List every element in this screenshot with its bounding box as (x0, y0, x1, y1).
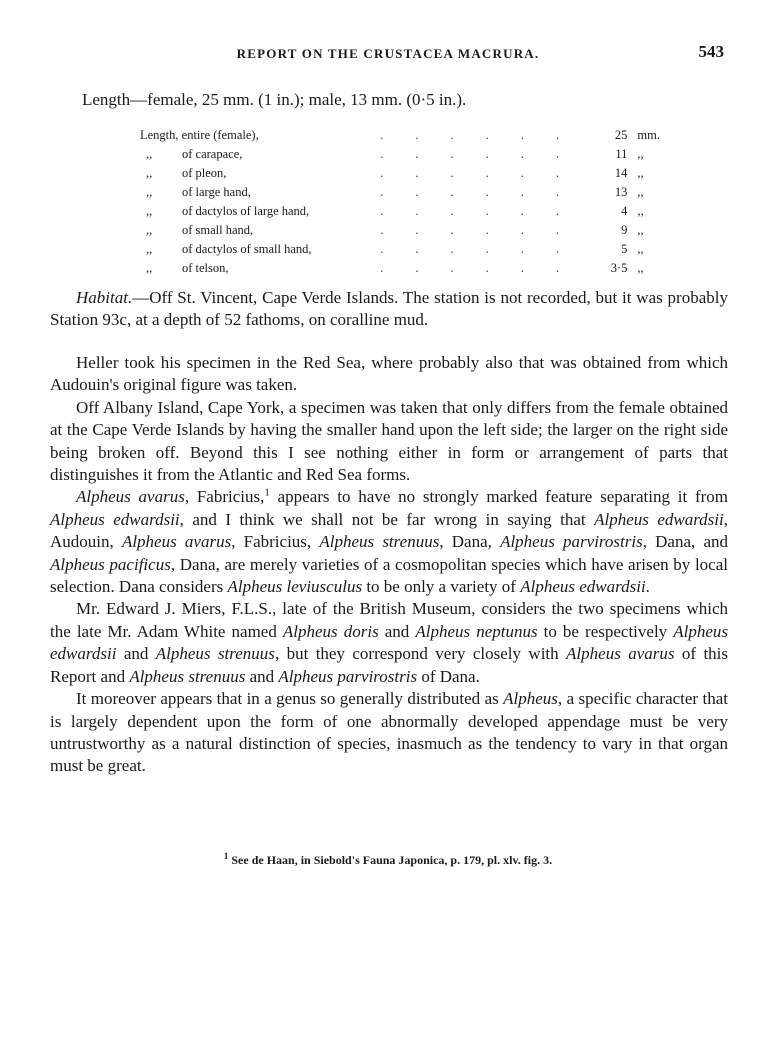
ditto-mark: ,, (146, 204, 153, 218)
ditto-mark: ,, (146, 242, 153, 256)
measurement-unit: ,, (637, 242, 644, 256)
measurement-value: 4 (621, 204, 628, 218)
measurement-row (140, 240, 660, 259)
running-title: REPORT ON THE CRUSTACEA MACRURA. (236, 46, 540, 61)
measurement-label (140, 126, 380, 145)
leader-dots: ...... (380, 128, 592, 142)
measurement-unit: ,, (637, 185, 644, 199)
measurement-label-text: of large hand, (182, 185, 251, 199)
measurement-label-text: of small hand, (182, 223, 254, 237)
measurement-label (140, 202, 380, 221)
paragraph-heller: Heller took his specimen in the Red Sea, where probably also that was obtained from which Audouin's original figure was taken. (50, 353, 728, 395)
measurement-label-text: of carapace, (182, 147, 243, 161)
measurement-label (140, 221, 380, 240)
measurement-label (140, 145, 380, 164)
measurement-row (140, 202, 660, 221)
footnote (0, 853, 776, 868)
measurement-label-text: Length, entire (female), (140, 128, 259, 142)
paragraph-alpheus-avarus: Alpheus avarus, Fabricius,$^1$ appears to have no strongly marked feature separating it from Alpheus edwardsii, and I think we shall not be far wrong in saying that Alpheus edwardsii, Audouin, Alpheus avarus, Fabricius, Alpheus strenuus, Dana, Alpheus parvirostris, Dana, and Alpheus pacificus, Dana, are merely varieties of a cosmopolitan species which have arisen by local selection. Dana considers Alpheus leviusculus to be only a variety of Alpheus edwardsii. (50, 486, 729, 597)
habitat-text: —Off St. Vincent, Cape Verde Islands. The station is not recorded, but it was probably Station 93c, at a depth of 52 fathoms, on coralline mud. (50, 288, 728, 330)
measurement-label-text: of dactylos of small hand, (182, 242, 312, 256)
measurement-label-text: of pleon, (182, 166, 227, 180)
measurement-unit: ,, (637, 147, 644, 161)
ditto-mark: ,, (146, 223, 153, 237)
measurement-unit: ,, (637, 261, 644, 275)
footnote-text: See de Haan, in Siebold's Fauna Japonica, p. 179, pl. xlv. fig. 3. (228, 853, 553, 867)
measurement-value: 13 (614, 185, 628, 199)
measurement-value: 9 (621, 223, 628, 237)
leader-dots: ...... (380, 166, 592, 180)
ditto-mark: ,, (146, 166, 153, 180)
measurement-unit: ,, (637, 204, 644, 218)
measurement-value: 25 (614, 128, 628, 142)
measurement-unit: ,, (637, 223, 644, 237)
leader-dots: ...... (380, 261, 592, 275)
paragraph-variability: It moreover appears that in a genus so generally distributed as Alpheus, a specific character that is largely dependent upon the form of one abnormally developed appendage must be very untrustworthy as a natural distinction of species, inasmuch as the tendency to vary in that organ must be great. (50, 689, 728, 776)
measurement-value: 14 (614, 166, 628, 180)
leader-dots: ...... (380, 223, 592, 237)
leader-dots: ...... (380, 242, 592, 256)
measurement-row (140, 221, 660, 240)
ditto-mark: ,, (146, 185, 153, 199)
measurement-row (140, 259, 660, 278)
paragraph-albany-island: Off Albany Island, Cape York, a specimen was taken that only differs from the female obtained at the Cape Verde Islands by having the smaller hand upon the left side; the larger on the right side being broken off. Beyond this I see nothing either in form or arrangement of parts that distinguishes it from the Atlantic and Red Sea forms. (50, 397, 728, 485)
measurement-label (140, 164, 380, 183)
measurement-label-text: of dactylos of large hand, (182, 204, 310, 218)
measurement-table (140, 126, 660, 278)
measurement-value: 11 (615, 147, 628, 161)
leader-dots: ...... (380, 204, 592, 218)
length-summary: Length—female, 25 mm. (1 in.); male, 13 mm. (0·5 in.). (82, 90, 467, 109)
ditto-mark: ,, (146, 261, 153, 275)
habitat-heading: Habitat. (76, 288, 133, 307)
footnote-ref: 1 (264, 486, 270, 499)
measurement-row (140, 183, 660, 202)
footnote-marker: 1 (223, 851, 229, 861)
measurement-label (140, 240, 380, 259)
measurement-value: 3·5 (610, 261, 628, 275)
leader-dots: ...... (380, 185, 592, 199)
measurement-row (140, 164, 660, 183)
measurement-label (140, 183, 380, 202)
leader-dots: ...... (380, 147, 592, 161)
measurement-value: 5 (621, 242, 628, 256)
measurement-row (140, 145, 660, 164)
measurement-row (140, 126, 660, 145)
ditto-mark: ,, (146, 147, 153, 161)
paragraph-miers: Mr. Edward J. Miers, F.L.S., late of the British Museum, considers the two specimens which the late Mr. Adam White named Alpheus doris and Alpheus neptunus to be respectively Alpheus edwardsii and Alpheus strenuus, but they correspond very closely with Alpheus avarus of this Report and Alpheus strenuus and Alpheus parvirostris of Dana. (50, 599, 729, 686)
discussion-text (50, 352, 728, 778)
measurement-label-text: of telson, (182, 261, 229, 275)
page-number: 543 (698, 42, 724, 61)
measurement-unit: mm. (637, 128, 660, 142)
habitat-paragraph (50, 287, 728, 332)
measurement-label (140, 259, 380, 278)
measurement-unit: ,, (637, 166, 644, 180)
page-header (0, 42, 776, 66)
